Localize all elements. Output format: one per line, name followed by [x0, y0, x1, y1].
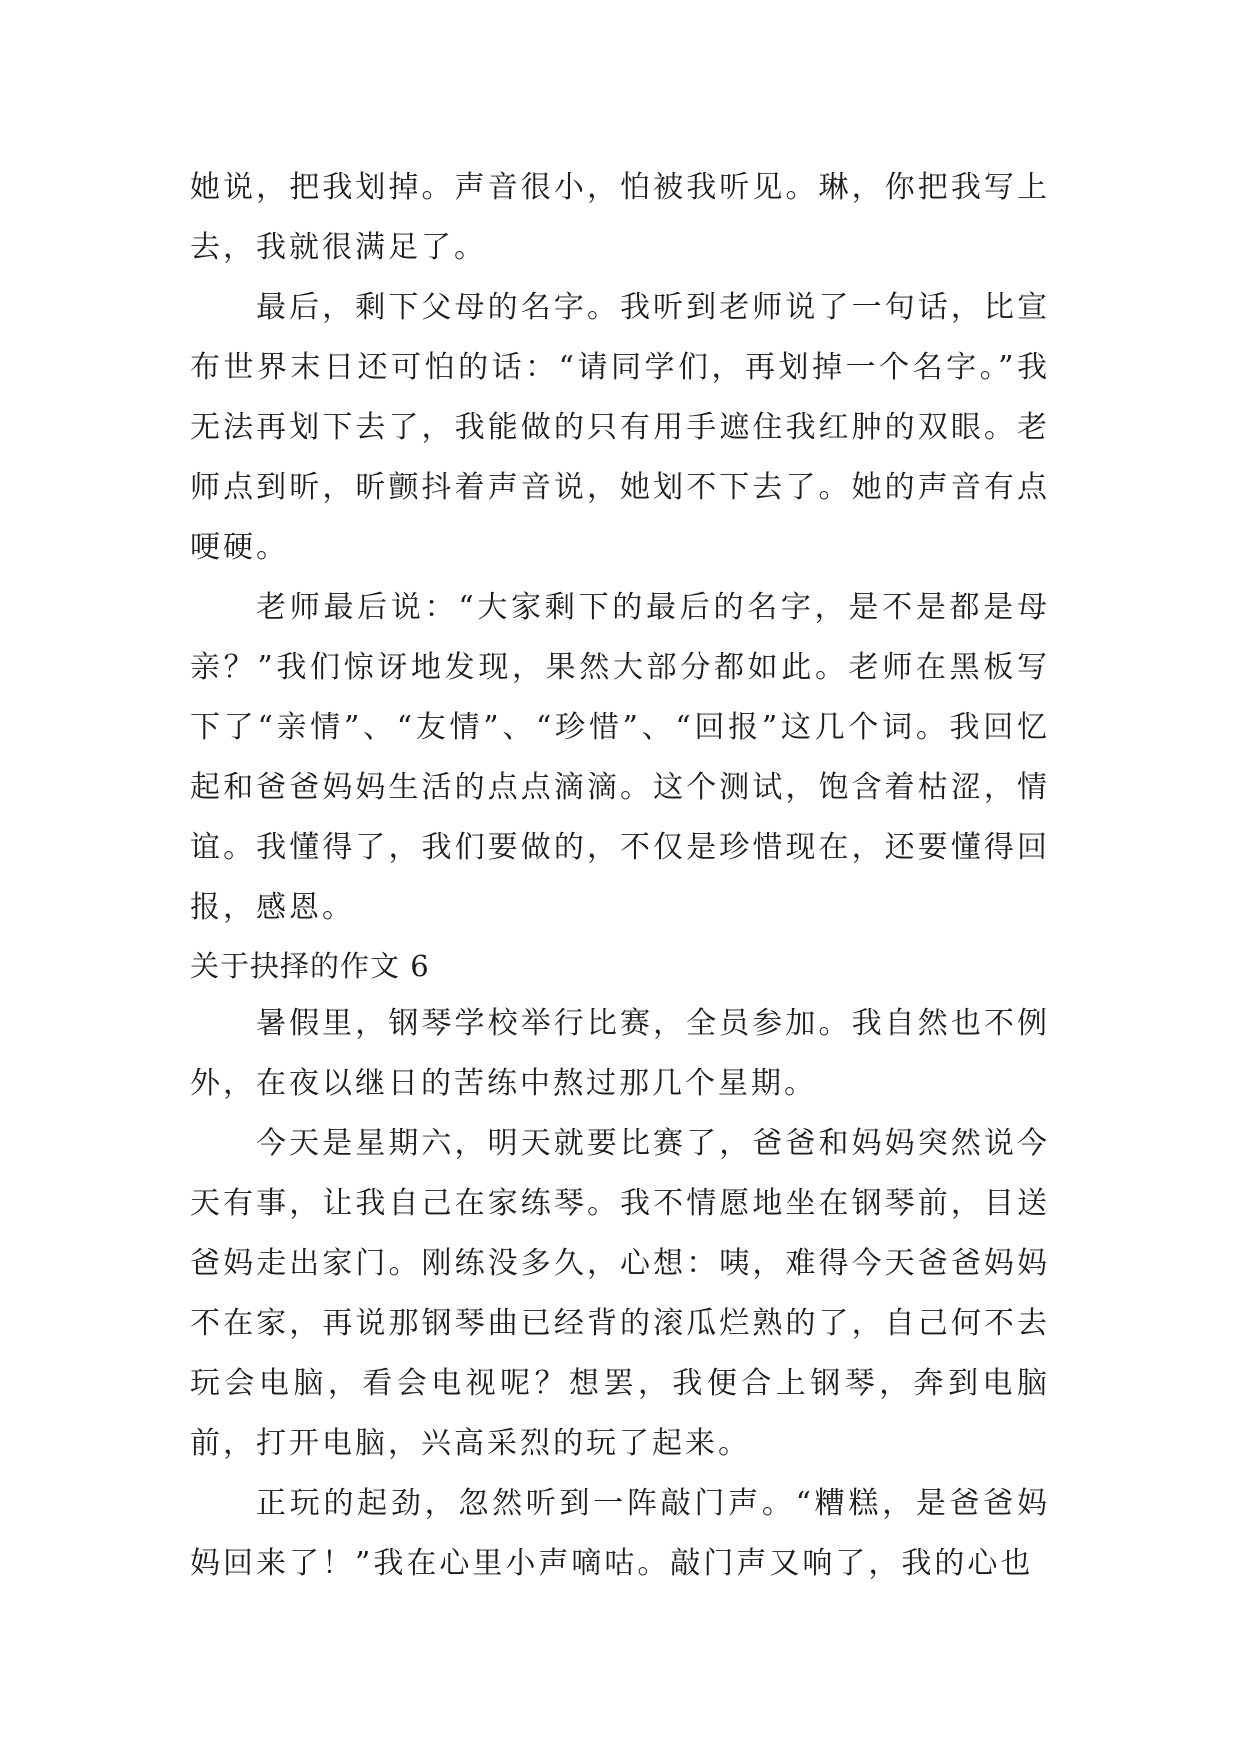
- document-body: [190, 158, 1050, 1594]
- section-heading: 关于抉择的作文 6: [190, 949, 430, 983]
- paragraph-5: 今天是星期六，明天就要比赛了，爸爸和妈妈突然说今天有事，让我自己在家练琴。我不情愿地坐在钢琴前，目送爸妈走出家门。刚练没多久，心想：咦，难得今天爸爸妈妈不在家，再说那钢琴曲已经背的滚瓜烂熟的了，自己何不去玩会电脑，看会电视呢？想罢，我便合上钢琴，奔到电脑前，打开电脑，兴高采烈的玩了起来。: [190, 1126, 1050, 1461]
- paragraph-6: 正玩的起劲，忽然听到一阵敲门声。“糟糕，是爸爸妈妈回来了！”我在心里小声嘀咕。敲门声又响了，我的心也: [190, 1486, 1050, 1581]
- paragraph-4: 暑假里，钢琴学校举行比赛，全员参加。我自然也不例外，在夜以继日的苦练中熬过那几个星期。: [190, 1006, 1050, 1101]
- paragraph-3: 老师最后说：“大家剩下的最后的名字，是不是都是母亲？”我们惊讶地发现，果然大部分都如此。老师在黑板写下了“亲情”、“友情”、“珍惜”、“回报”这几个词。我回忆起和爸爸妈妈生活的点点滴滴。这个测试，饱含着枯涩，情谊。我懂得了，我们要做的，不仅是珍惜现在，还要懂得回报，感恩。: [190, 590, 1050, 925]
- paragraph-1: 她说，把我划掉。声音很小，怕被我听见。琳，你把我写上去，我就很满足了。: [190, 170, 1050, 265]
- paragraph-2: 最后，剩下父母的名字。我听到老师说了一句话，比宣布世界末日还可怕的话：“请同学们，再划掉一个名字。”我无法再划下去了，我能做的只有用手遮住我红肿的双眼。老师点到昕，昕颤抖着声音说，她划不下去了。她的声音有点哽硬。: [190, 290, 1050, 565]
